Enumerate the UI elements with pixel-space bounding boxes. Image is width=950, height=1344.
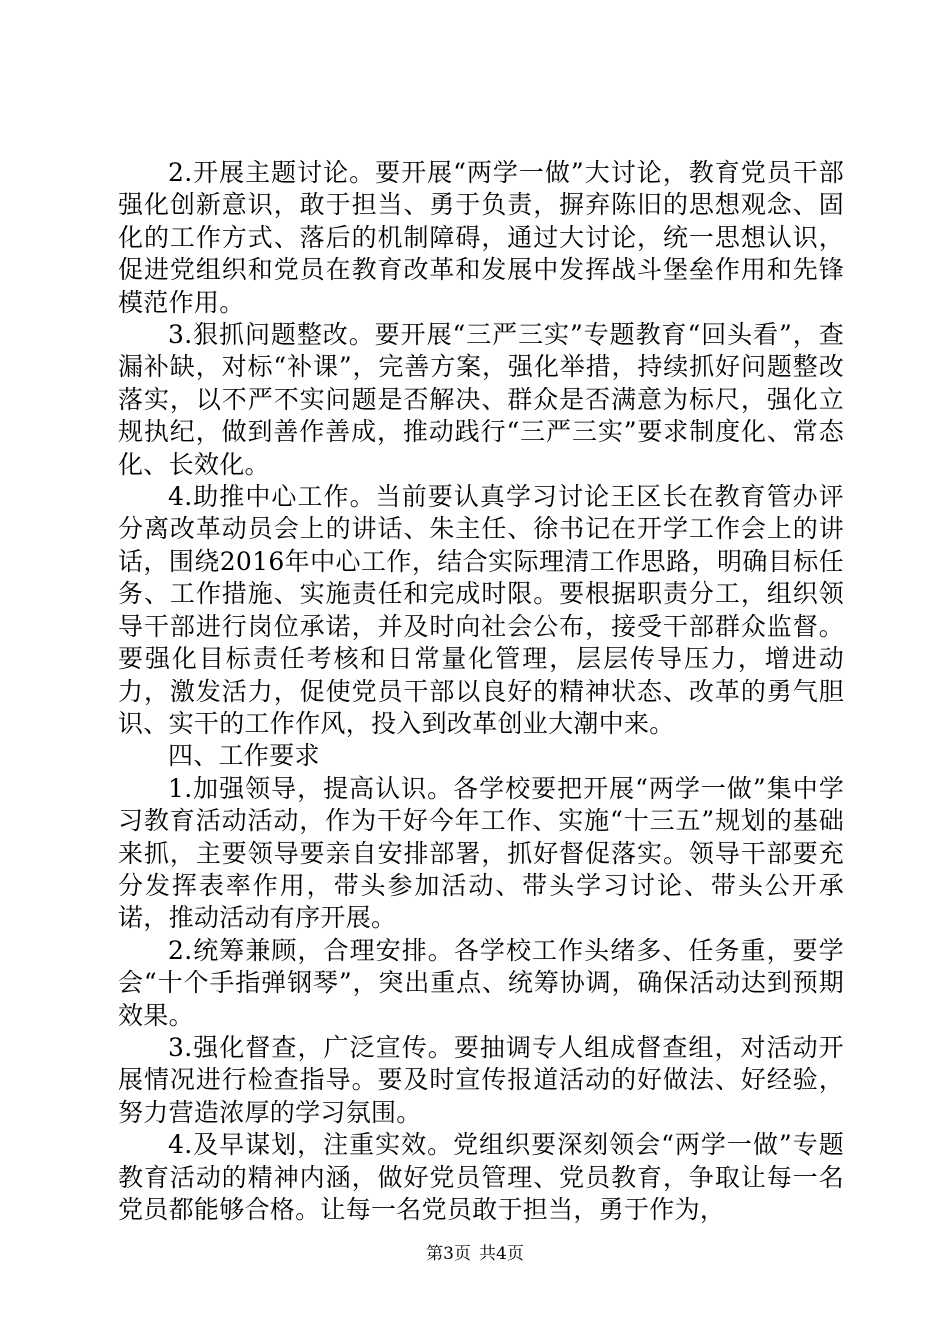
paragraph-early-planning: 4.及早谋划，注重实效。党组织要深刻领会“两学一做”专题教育活动的精神内涵，做好党员管理、党员教育，争取让每一名党员都能够合格。让每一名党员敢于担当，勇于作为， xyxy=(118,1130,844,1224)
paragraph-overall-planning: 2.统筹兼顾，合理安排。各学校工作头绪多、任务重，要学会“十个手指弹钢琴”，突出重点、统筹协调，确保活动达到预期效果。 xyxy=(118,935,844,1030)
page-footer xyxy=(0,1243,950,1265)
paragraph-topic-discussion: 2.开展主题讨论。要开展“两学一做”大讨论，教育党员干部强化创新意识，敢于担当、勇于负责，摒弃陈旧的思想观念、固化的工作方式、落后的机制障碍，通过大讨论，统一思想认识，促进党组织和党员在教育改革和发展中发挥战斗堡垒作用和先锋模范作用。 xyxy=(118,158,844,317)
page-total: 共4页 xyxy=(479,1244,524,1264)
paragraph-central-work: 4.助推中心工作。当前要认真学习讨论王区长在教育管办评分离改革动员会上的讲话、朱主任、徐书记在开学工作会上的讲话，围绕2016年中心工作，结合实际理清工作思路，明确目标任务、工作措施、实施责任和完成时限。要根据职责分工，组织领导干部进行岗位承诺，并及时向社会公布，接受干部群众监督。要强化目标责任考核和日常量化管理，层层传导压力，增进动力，激发活力，促使党员干部以良好的精神状态、改革的勇气胆识、实干的工作作风，投入到改革创业大潮中来。 xyxy=(118,482,844,738)
paragraph-strengthen-leadership: 1.加强领导，提高认识。各学校要把开展“两学一做”集中学习教育活动活动，作为干好今年工作、实施“十三五”规划的基础来抓，主要领导要亲自安排部署，抓好督促落实。领导干部要充分发挥表率作用，带头参加活动、带头学习讨论、带头公开承诺，推动活动有序开展。 xyxy=(118,773,844,933)
paragraph-problem-rectification: 3.狠抓问题整改。要开展“三严三实”专题教育“回头看”，查漏补缺，对标“补课”，完善方案，强化举措，持续抓好问题整改落实，以不严不实问题是否解决、群众是否满意为标尺，强化立规执纪，做到善作善成，推动践行“三严三实”要求制度化、常态化、长效化。 xyxy=(118,320,844,479)
section-heading-work-requirements: 四、工作要求 xyxy=(168,741,320,771)
document-body xyxy=(118,157,844,1226)
page-number: 第3页 xyxy=(426,1244,471,1264)
paragraph-supervision-publicity: 3.强化督查，广泛宣传。要抽调专人组成督查组，对活动开展情况进行检查指导。要及时宣传报道活动的好做法、好经验，努力营造浓厚的学习氛围。 xyxy=(118,1032,844,1127)
